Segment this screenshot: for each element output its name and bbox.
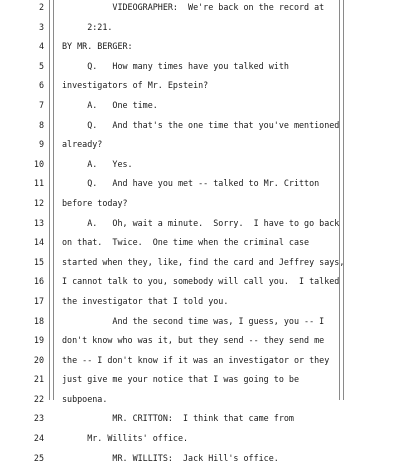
transcript-line xyxy=(0,331,400,351)
transcript-line xyxy=(0,429,400,449)
line-text: A. Yes. xyxy=(62,158,133,169)
line-number: 10 xyxy=(33,158,44,169)
transcript-line xyxy=(0,76,400,96)
transcript-line xyxy=(0,292,400,312)
line-text: MR. WILLITS: Jack Hill's office. xyxy=(62,452,279,463)
line-number: 21 xyxy=(33,374,44,385)
line-number: 13 xyxy=(33,217,44,228)
line-number: 24 xyxy=(33,433,44,444)
line-text: Q. And have you met -- talked to Mr. Critton xyxy=(62,178,320,189)
transcript-line xyxy=(0,37,400,57)
transcript-line xyxy=(0,135,400,155)
line-number: 20 xyxy=(33,354,44,365)
transcript-line xyxy=(0,312,400,332)
line-text: MR. CRITTON: I think that came from xyxy=(62,413,294,424)
line-number: 19 xyxy=(33,335,44,346)
transcript-line xyxy=(0,214,400,234)
line-text: just give me your notice that I was going to be xyxy=(62,374,299,385)
transcript-line xyxy=(0,351,400,371)
line-number: 6 xyxy=(38,80,44,91)
transcript-line xyxy=(0,233,400,253)
line-text: don't know who was it, but they send -- they send me xyxy=(62,335,325,346)
line-number: 17 xyxy=(33,295,44,306)
line-text: subpoena. xyxy=(62,393,108,404)
line-number: 18 xyxy=(33,315,44,326)
line-text: A. One time. xyxy=(62,99,158,110)
line-number: 3 xyxy=(38,21,44,32)
line-number: 22 xyxy=(33,393,44,404)
line-text: A. Oh, wait a minute. Sorry. I have to go back xyxy=(62,217,340,228)
transcript-line xyxy=(0,449,400,468)
transcript-line xyxy=(0,272,400,292)
line-text: I cannot talk to you, somebody will call you. I talked xyxy=(62,276,340,287)
line-text: before today? xyxy=(62,197,128,208)
line-text: Q. And that's the one time that you've mentioned xyxy=(62,119,340,130)
line-text: 2:21. xyxy=(62,21,113,32)
line-text: VIDEOGRAPHER: We're back on the record at xyxy=(62,2,325,12)
line-number: 15 xyxy=(33,256,44,267)
line-number: 5 xyxy=(38,60,44,71)
line-text: Mr. Willits' office. xyxy=(62,433,189,444)
transcript-line xyxy=(0,57,400,77)
line-number: 14 xyxy=(33,237,44,248)
line-number: 12 xyxy=(33,197,44,208)
transcript-line xyxy=(0,116,400,136)
line-number: 9 xyxy=(38,139,44,150)
line-text: BY MR. BERGER: xyxy=(62,41,133,52)
line-text: Q. How many times have you talked with xyxy=(62,60,289,71)
transcript-line xyxy=(0,409,400,429)
transcript-line xyxy=(0,390,400,410)
transcript-line xyxy=(0,370,400,390)
transcript-line xyxy=(0,194,400,214)
line-number: 25 xyxy=(33,452,44,463)
line-text: the -- I don't know if it was an investigator or they xyxy=(62,354,330,365)
line-number: 23 xyxy=(33,413,44,424)
line-text: investigators of Mr. Epstein? xyxy=(62,80,209,91)
transcript-line xyxy=(0,155,400,175)
line-text: the investigator that I told you. xyxy=(62,295,229,306)
line-text: And the second time was, I guess, you -- I xyxy=(62,315,325,326)
line-number: 8 xyxy=(38,119,44,130)
transcript-line xyxy=(0,174,400,194)
line-number: 2 xyxy=(38,2,44,12)
transcript-line xyxy=(0,0,400,18)
line-number: 4 xyxy=(38,41,44,52)
transcript-line xyxy=(0,96,400,116)
line-number: 11 xyxy=(33,178,44,189)
line-number: 7 xyxy=(38,99,44,110)
line-text: already? xyxy=(62,139,103,150)
line-number: 16 xyxy=(33,276,44,287)
line-text: started when they, like, find the card and Jeffrey says, xyxy=(62,256,345,267)
transcript-line xyxy=(0,253,400,273)
line-text: on that. Twice. One time when the criminal case xyxy=(62,237,310,248)
transcript-line xyxy=(0,18,400,38)
